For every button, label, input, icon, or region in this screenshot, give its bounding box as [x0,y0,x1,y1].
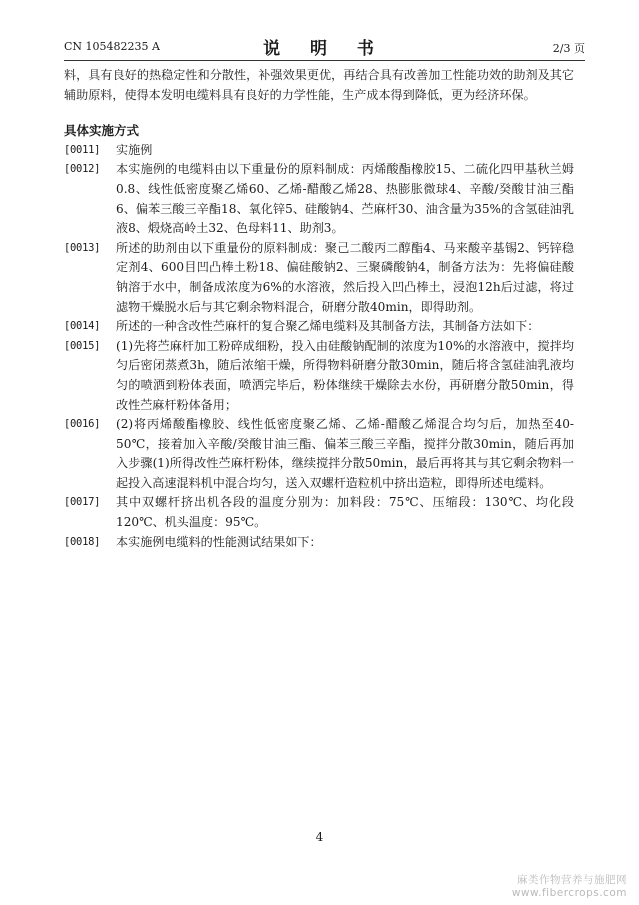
paragraph-0016 [64,415,574,493]
header-divider [64,60,585,61]
document-number: CN 105482235 A [64,40,160,53]
paragraph-number: [0016] [64,418,101,431]
paragraph-text: 实施例 [116,142,153,157]
paragraph-0011 [64,141,574,161]
paragraph-number: [0018] [64,535,101,548]
paragraph-number: [0012] [64,163,101,176]
paragraph-text: (1)先将苎麻杆加工粉碎成细粉，投入由硅酸钠配制的浓度为10%的水溶液中，搅拌均匀后密闭蒸煮3h，随后浓缩干燥，所得物料研磨分散30min，随后将含氢硅油乳液均匀的喷洒到粉体表面，喷洒完毕后，粉体继续干燥除去水份，再研磨分散50min，得改性苎麻杆粉体备用； [116,338,574,412]
paragraph-0018 [64,533,574,553]
paragraph-number: [0017] [64,496,101,509]
page-number: 4 [315,830,324,844]
document-body [64,66,574,552]
paragraph-number: [0014] [64,320,101,333]
paragraph-text: 所述的一种含改性苎麻杆的复合聚乙烯电缆料及其制备方法，其制备方法如下： [116,319,540,334]
watermark-url: www.fibercrops.com [511,887,627,899]
paragraph-number: [0013] [64,241,101,254]
paragraph-text: 本实施例电缆料的性能测试结果如下： [116,534,322,549]
paragraph-0012 [64,160,574,238]
page-count: 2/3 页 [552,42,585,55]
watermark [512,872,627,899]
paragraph-text: (2)将丙烯酸酯橡胶、线性低密度聚乙烯、乙烯-醋酸乙烯混合均匀后，加热至40-50℃，接着加入辛酸/癸酸甘油三酯、偏苯三酸三辛酯，搅拌分散30min，随后再加入步骤(1)所得改性苎麻杆粉体，继续搅拌分散50min，最后再将其与其它剩余物料一起投入高速混料机中混合均匀，送入双螺杆造粒机中挤出造粒，即得所述电缆料。 [116,417,574,490]
paragraph-text: 所述的助剂由以下重量份的原料制成：聚己二酸丙二醇酯4、马来酸辛基锡2、钙锌稳定剂4、600目凹凸棒土粉18、偏硅酸钠2、三聚磷酸钠4，制备方法为：先将偏硅酸钠溶于水中，制备成浓度为6%的水溶液，然后投入凹凸棒土，浸泡12h后过滤，将过滤物干燥脱水后与其它剩余物料混合，研磨分散40min，即得助剂。 [116,240,574,314]
paragraph-0014 [64,317,574,337]
intro-paragraph: 料，具有良好的热稳定性和分散性，补强效果更优，再结合具有改善加工性能功效的助剂及其它辅助原料，使得本发明电缆料具有良好的力学性能，生产成本得到降低，更为经济环保。 [64,68,574,102]
paragraph-0013 [64,239,574,317]
page-header [64,34,585,59]
paragraph-0017 [64,493,574,532]
paragraph-text: 本实施例的电缆料由以下重量份的原料制成：丙烯酸酯橡胶15、二硫化四甲基秋兰姆0.8、线性低密度聚乙烯60、乙烯-醋酸乙烯28、热膨胀微球4、辛酸/癸酸甘油三酯6、偏苯三酸三辛酯18、氧化锌5、硅酸钠4、苎麻杆30、油含量为35%的含氢硅油乳液8、煅烧高岭土32、色母料11、助剂3。 [116,162,574,236]
paragraph-number: [0015] [64,339,101,352]
paragraph-number: [0011] [64,143,101,156]
watermark-site-name: 麻类作物营养与施肥网 [517,874,627,886]
document-title: 说 明 书 [263,39,386,59]
section-heading: 具体实施方式 [64,123,140,139]
paragraph-0015 [64,337,574,415]
paragraph-text: 其中双螺杆挤出机各段的温度分别为：加料段：75℃、压缩段：130℃、均化段120℃、机头温度：95℃。 [116,495,574,530]
